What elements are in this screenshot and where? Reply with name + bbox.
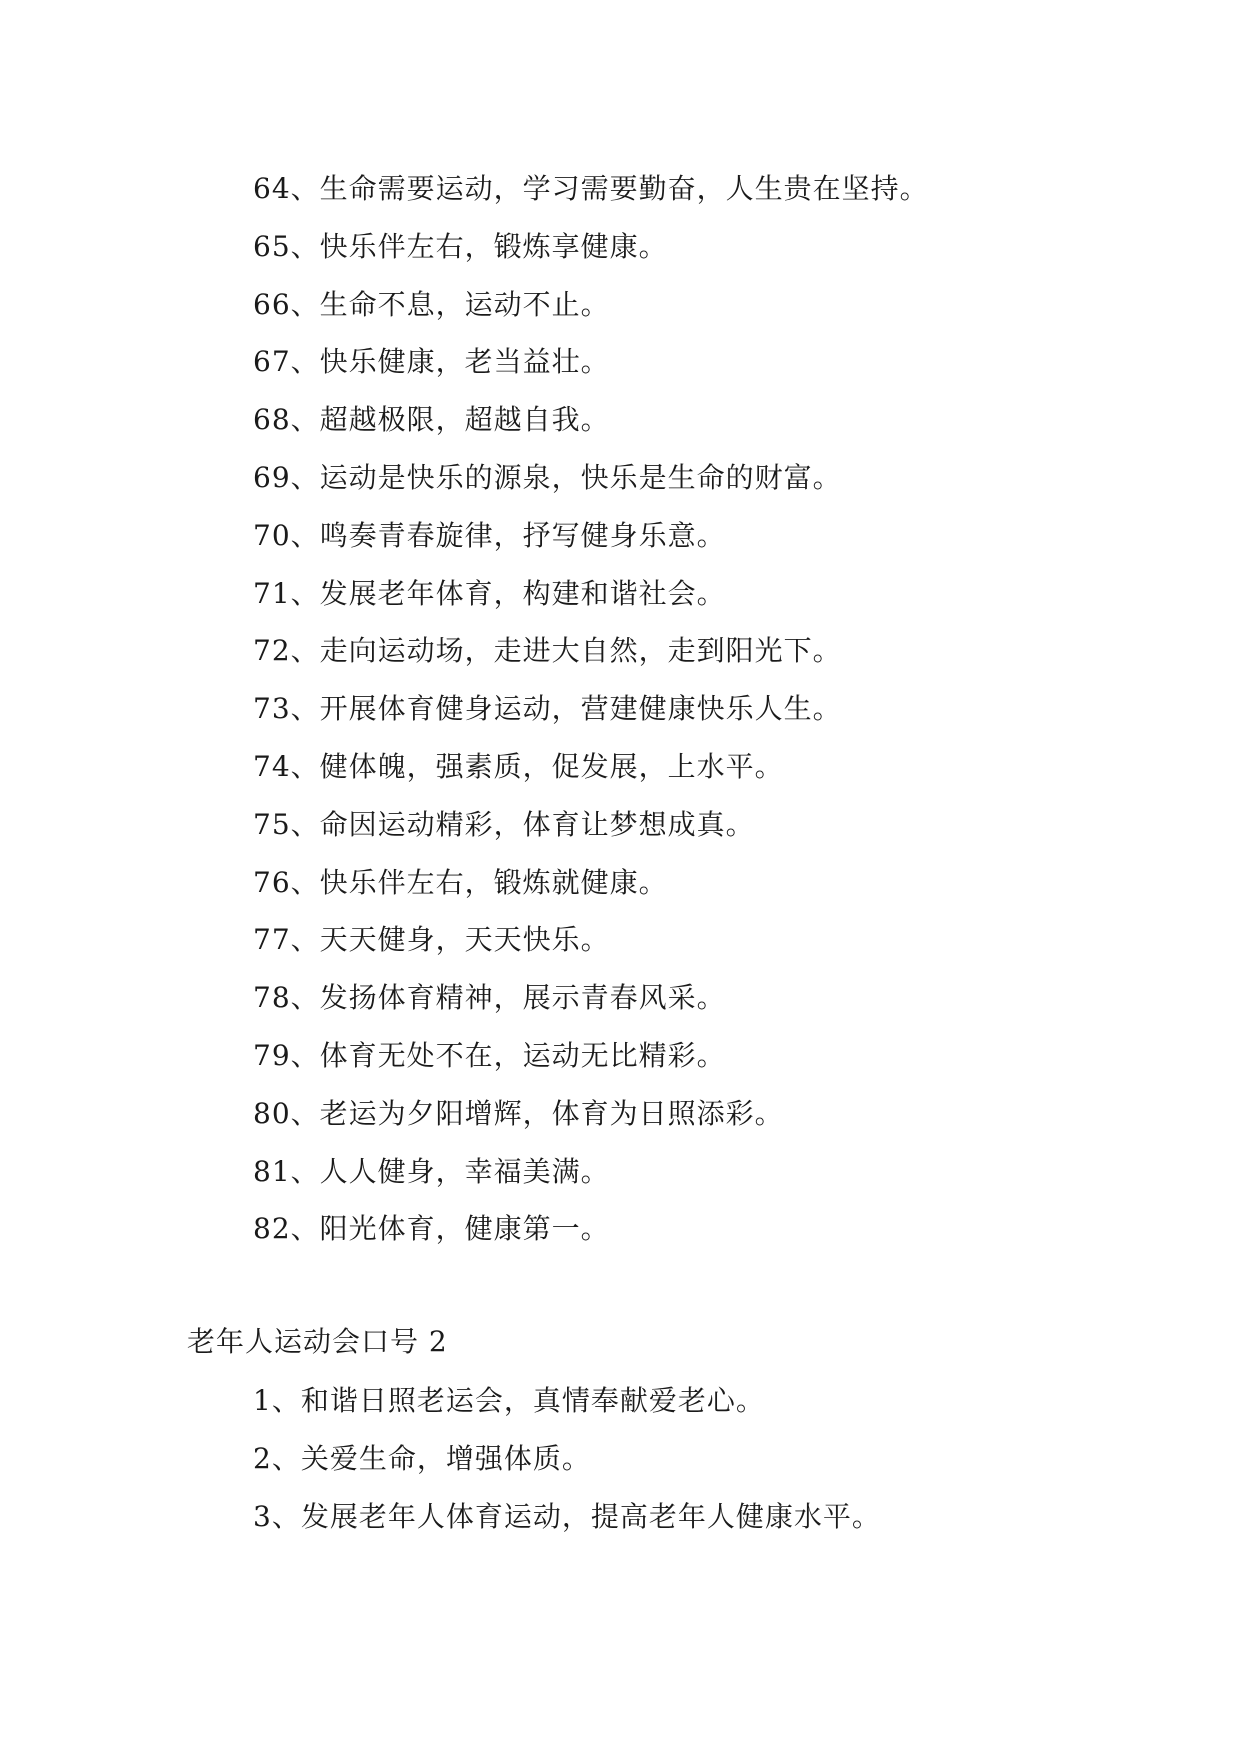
list-item: 66、生命不息，运动不止。 bbox=[253, 287, 610, 321]
section-heading: 老年人运动会口号 2 bbox=[187, 1325, 448, 1358]
list-item: 64、生命需要运动，学习需要勤奋，人生贵在坚持。 bbox=[253, 172, 929, 205]
list-item: 77、天天健身，天天快乐。 bbox=[253, 923, 610, 957]
list-item: 69、运动是快乐的源泉，快乐是生命的财富。 bbox=[253, 460, 842, 494]
list-item: 74、健体魄，强素质，促发展，上水平。 bbox=[253, 749, 784, 783]
list-item: 80、老运为夕阳增辉，体育为日照添彩。 bbox=[253, 1096, 784, 1130]
list-item: 1、和谐日照老运会，真情奉献爱老心。 bbox=[253, 1384, 765, 1417]
list-item: 70、鸣奏青春旋律，抒写健身乐意。 bbox=[253, 518, 726, 552]
list-item: 72、走向运动场，走进大自然，走到阳光下。 bbox=[253, 634, 842, 668]
list-item: 67、快乐健康，老当益壮。 bbox=[253, 345, 610, 379]
list-item: 73、开展体育健身运动，营建健康快乐人生。 bbox=[253, 692, 842, 726]
list-item: 79、体育无处不在，运动无比精彩。 bbox=[253, 1038, 726, 1072]
list-item: 78、发扬体育精神，展示青春风采。 bbox=[253, 981, 726, 1015]
list-item: 65、快乐伴左右，锻炼享健康。 bbox=[253, 229, 668, 263]
list-item: 82、阳光体育，健康第一。 bbox=[253, 1212, 610, 1246]
list-item: 71、发展老年体育，构建和谐社会。 bbox=[253, 576, 726, 610]
list-item: 2、关爱生命，增强体质。 bbox=[253, 1441, 591, 1475]
list-item: 3、发展老年人体育运动，提高老年人健康水平。 bbox=[253, 1499, 881, 1533]
list-item: 76、快乐伴左右，锻炼就健康。 bbox=[253, 865, 668, 899]
slogan-list-2 bbox=[253, 1372, 881, 1545]
list-item: 81、人人健身，幸福美满。 bbox=[253, 1154, 610, 1188]
slogan-list-continued bbox=[253, 160, 929, 1258]
list-item: 68、超越极限，超越自我。 bbox=[253, 403, 610, 437]
list-item: 75、命因运动精彩，体育让梦想成真。 bbox=[253, 807, 755, 841]
